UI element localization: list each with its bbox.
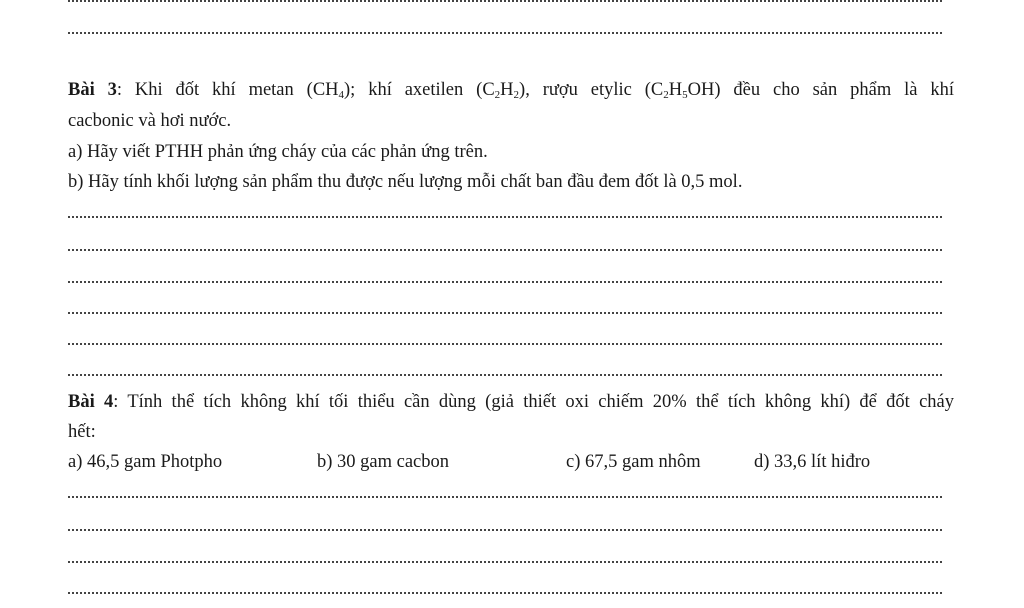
answer-line (68, 281, 942, 283)
bai3-part-b: b) Hãy tính khối lượng sản phẩm thu được nếu lượng mỗi chất ban đầu đem đốt là 0,5 mol. (68, 172, 743, 192)
bai4-option-a: a) 46,5 gam Photpho (68, 452, 223, 472)
answer-line (68, 374, 942, 376)
answer-line (68, 529, 942, 531)
bai4-option-b: b) 30 gam cacbon (317, 452, 450, 472)
answer-line (68, 592, 942, 594)
answer-line (68, 343, 942, 345)
bai3-label: Bài 3 (68, 80, 117, 100)
answer-line (68, 312, 942, 314)
bai4-option-c: c) 67,5 gam nhôm (566, 452, 701, 472)
bai4-option-d: d) 33,6 lít hiđro (754, 452, 871, 472)
bai4-label: Bài 4 (68, 392, 114, 412)
bai4-line-2: hết: (68, 422, 96, 442)
bai3-line-2: cacbonic và hơi nước. (68, 111, 232, 131)
answer-line (68, 496, 942, 498)
bai3-part-a: a) Hãy viết PTHH phản ứng cháy của các phản ứng trên. (68, 142, 488, 162)
bai3-line-1: Bài 3: Khi đốt khí metan $(CH_4)$; khí axetilen $(C_2H_2)$, rượu etylic $(C_2H_5OH)$ đều cho sản phẩm là khí (68, 80, 954, 101)
answer-line (68, 249, 942, 251)
answer-line (68, 32, 942, 34)
answer-line (68, 0, 942, 2)
answer-line (68, 561, 942, 563)
bai4-line-1: Bài 4: Tính thể tích không khí tối thiểu cần dùng (giả thiết oxi chiếm 20% thể tích không khí) để đốt cháy (68, 392, 955, 412)
answer-line (68, 216, 942, 218)
